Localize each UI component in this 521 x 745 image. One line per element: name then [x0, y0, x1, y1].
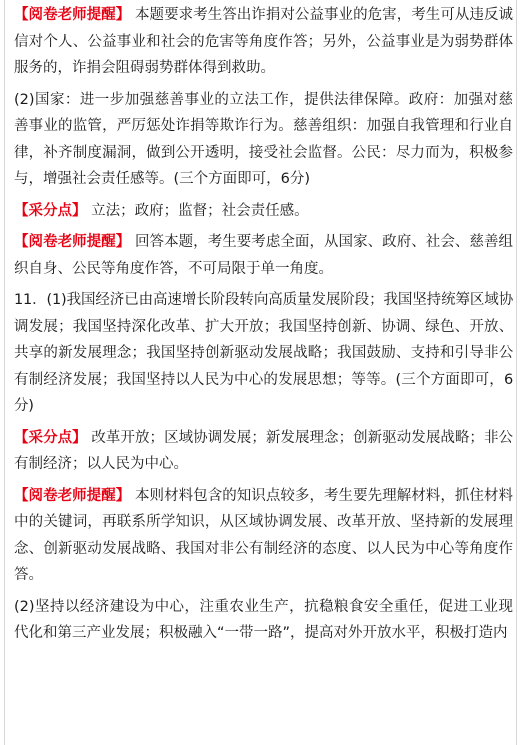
answer-text: (2)国家：进一步加强慈善事业的立法工作，提供法律保障。政府：加强对慈善事业的监管，严厉惩处诈捐等欺诈行为。慈善组织：加强自我管理和行业自律，补齐制度漏洞，做到公开透明，接受社会监督。公民：尽力而为，积极参与，增强社会责任感等。(三个方面即可，6分)	[14, 91, 513, 187]
teacher-tip-text: 回答本题，考生要考虑全面，从国家、政府、社会、慈善组织自身、公民等角度作答，不可局限于单一角度。	[14, 234, 514, 277]
answer-paragraph-2	[14, 87, 513, 193]
page-border-left	[4, 0, 5, 745]
scoring-point-label: 【采分点】	[14, 429, 87, 446]
page-border-right	[516, 0, 517, 745]
teacher-tip-label: 【阅卷老师提醒】	[14, 7, 131, 23]
teacher-tip-text: 本则材料包含的知识点较多，考生要先理解材料，抓住材料中的关键词，再联系所学知识，从区域协调发展、改革开放、坚持新的发展理念、创新驱动发展战略、我国对非公有制经济的态度、以人民为中心等角度作答。	[14, 487, 514, 583]
scoring-point-text: 改革开放；区域协调发展；新发展理念；创新驱动发展战略；非公有制经济；以人民为中心。	[14, 429, 514, 472]
teacher-tip-paragraph-1	[14, 2, 513, 82]
teacher-tip-paragraph-2	[14, 229, 513, 282]
document-body	[14, 2, 513, 652]
teacher-tip-label: 【阅卷老师提醒】	[14, 234, 131, 250]
answer-paragraph-11-1	[14, 287, 513, 420]
teacher-tip-label: 【阅卷老师提醒】	[14, 487, 131, 504]
teacher-tip-text: 本题要求考生答出诈捐对公益事业的危害，考生可从违反诚信对个人、公益事业和社会的危害等角度作答；另外，公益事业是为弱势群体服务的，诈捐会阻碍弱势群体得到救助。	[14, 7, 514, 76]
scoring-point-paragraph-2	[14, 425, 513, 478]
scoring-point-text: 立法；政府；监督；社会责任感。	[91, 202, 309, 219]
teacher-tip-paragraph-3	[14, 483, 513, 589]
answer-paragraph-11-2	[14, 594, 513, 647]
answer-text: (2)坚持以经济建设为中心，注重农业生产，抗稳粮食安全重任，促进工业现代化和第三产业发展；积极融入“一带一路”，提高对外开放水平，积极打造内	[14, 598, 513, 641]
answer-text: 11．(1)我国经济已由高速增长阶段转向高质量发展阶段；我国坚持统筹区域协调发展；我国坚持深化改革、扩大开放；我国坚持创新、协调、绿色、开放、共享的新发展理念；我国坚持创新驱动发展战略；我国鼓励、支持和引导非公有制经济发展；我国坚持以人民为中心的发展思想；等等。(三个方面即可，6分)	[14, 292, 513, 414]
scoring-point-label: 【采分点】	[14, 202, 87, 219]
scoring-point-paragraph-1	[14, 198, 513, 225]
